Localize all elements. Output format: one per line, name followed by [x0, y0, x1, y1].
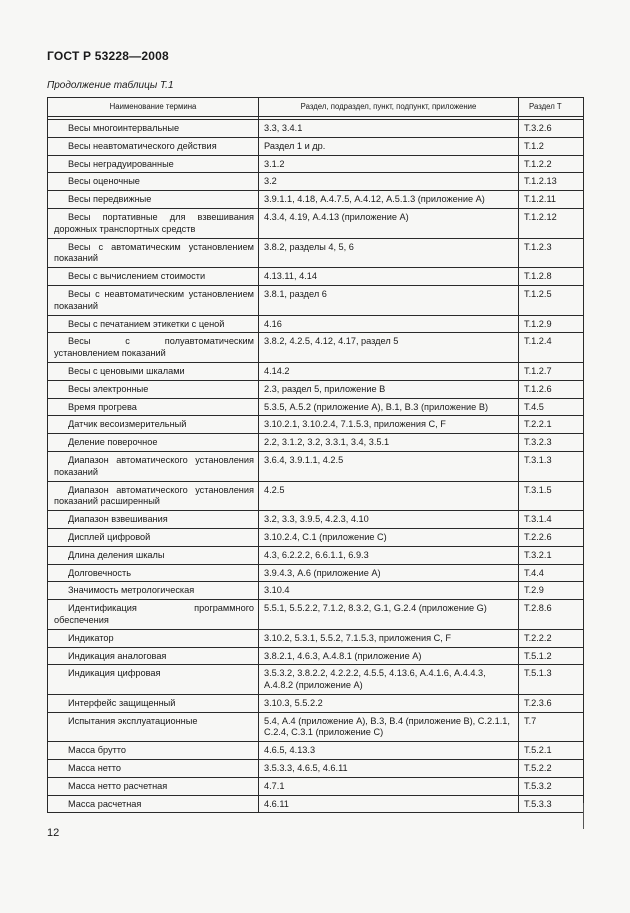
term-cell [48, 191, 259, 209]
term-text: Весы с полуавтоматическим установлением показаний [54, 336, 254, 359]
term-cell [48, 398, 259, 416]
section-cell: 5.5.1, 5.5.2.2, 7.1.2, 8.3.2, G.1, G.2.4 (приложение G) [259, 600, 519, 630]
ref-cell: Т.1.2.6 [519, 380, 584, 398]
ref-cell: Т.4.5 [519, 398, 584, 416]
section-cell: 3.10.2.4, С.1 (приложение С) [259, 528, 519, 546]
table-row [48, 564, 584, 582]
section-cell: 3.2, 3.3, 3.9.5, 4.2.3, 4.10 [259, 511, 519, 529]
term-text: Значимость метрологическая [68, 585, 195, 596]
term-cell [48, 362, 259, 380]
table-header-row [48, 98, 584, 117]
table-row [48, 451, 584, 481]
table-row [48, 155, 584, 173]
section-cell: 3.8.1, раздел 6 [259, 285, 519, 315]
ref-cell: Т.2.2.2 [519, 629, 584, 647]
term-cell [48, 795, 259, 813]
term-text: Весы оценочные [68, 176, 140, 187]
table-row [48, 416, 584, 434]
table-caption: Продолжение таблицы Т.1 [47, 80, 174, 91]
term-text: Весы электронные [68, 383, 149, 394]
term-text: Весы многоинтервальные [68, 123, 180, 133]
section-cell: 3.5.3.3, 4.6.5, 4.6.11 [259, 760, 519, 778]
ref-cell: Т.3.2.1 [519, 546, 584, 564]
section-cell: 4.3.4, 4.19, А.4.13 (приложение А) [259, 208, 519, 238]
ref-cell: Т.2.2.6 [519, 528, 584, 546]
term-cell [48, 760, 259, 778]
table-row [48, 285, 584, 315]
section-cell: 3.6.4, 3.9.1.1, 4.2.5 [259, 451, 519, 481]
ref-cell: Т.3.2.6 [519, 120, 584, 138]
ref-cell: Т.5.2.2 [519, 760, 584, 778]
section-cell: 4.14.2 [259, 362, 519, 380]
ref-cell: Т.3.1.5 [519, 481, 584, 511]
section-cell: 3.10.3, 5.5.2.2 [259, 694, 519, 712]
ref-cell: Т.5.2.1 [519, 742, 584, 760]
term-cell [48, 629, 259, 647]
term-cell [48, 777, 259, 795]
ref-cell: Т.7 [519, 712, 584, 742]
table-row [48, 398, 584, 416]
margin-rule [583, 803, 584, 829]
term-cell [48, 434, 259, 452]
ref-cell: Т.3.1.4 [519, 511, 584, 529]
section-cell: 5.3.5, А.5.2 (приложение А), В.1, В.3 (приложение В) [259, 398, 519, 416]
column-header-section: Раздел, подраздел, пункт, подпункт, приложение [259, 98, 519, 117]
term-text: Индикация аналоговая [68, 650, 167, 661]
ref-cell: Т.3.2.3 [519, 434, 584, 452]
term-text: Долговечность [68, 567, 131, 578]
column-header-ref: Раздел Т [519, 98, 584, 117]
term-text: Весы неградуированные [68, 158, 174, 169]
term-text: Весы передвижные [68, 194, 152, 205]
section-cell: 4.3, 6.2.2.2, 6.6.1.1, 6.9.3 [259, 546, 519, 564]
term-text: Индикация цифровая [68, 668, 161, 679]
ref-cell: Т.5.1.2 [519, 647, 584, 665]
section-cell: 3.8.2.1, 4.6.3, А.4.8.1 (приложение А) [259, 647, 519, 665]
ref-cell: Т.1.2.5 [519, 285, 584, 315]
ref-cell: Т.5.1.3 [519, 665, 584, 695]
section-cell: 4.6.5, 4.13.3 [259, 742, 519, 760]
ref-cell: Т.1.2.13 [519, 173, 584, 191]
term-text: Идентификация программного обеспечения [54, 603, 254, 625]
document-header: ГОСТ Р 53228—2008 [47, 49, 169, 63]
column-header-term: Наименование термина [48, 98, 259, 117]
term-cell [48, 600, 259, 630]
term-cell [48, 712, 259, 742]
table-row [48, 268, 584, 286]
ref-cell: Т.1.2.4 [519, 333, 584, 363]
term-cell [48, 511, 259, 529]
table-row [48, 528, 584, 546]
table-row [48, 742, 584, 760]
term-cell [48, 120, 259, 138]
term-cell [48, 380, 259, 398]
ref-cell: Т.4.4 [519, 564, 584, 582]
table-row [48, 712, 584, 742]
term-cell [48, 451, 259, 481]
ref-cell: Т.2.3.6 [519, 694, 584, 712]
section-cell: 3.9.4.3, А.6 (приложение А) [259, 564, 519, 582]
term-cell [48, 155, 259, 173]
section-cell: 3.3, 3.4.1 [259, 120, 519, 138]
table-row [48, 546, 584, 564]
term-cell [48, 742, 259, 760]
ref-cell: Т.1.2.2 [519, 155, 584, 173]
section-cell: 3.10.4 [259, 582, 519, 600]
term-text: Весы портативные для взвешивания дорожных транспортных средств [54, 211, 254, 234]
term-cell [48, 173, 259, 191]
ref-cell: Т.1.2.3 [519, 238, 584, 268]
ref-cell: Т.1.2 [519, 137, 584, 155]
section-cell: 3.9.1.1, 4.18, А.4.7.5, А.4.12, А.5.1.3 (приложение А) [259, 191, 519, 209]
section-cell: 4.6.11 [259, 795, 519, 813]
term-cell [48, 333, 259, 363]
term-cell [48, 665, 259, 695]
term-cell [48, 694, 259, 712]
ref-cell: Т.5.3.3 [519, 795, 584, 813]
section-cell: 3.8.2, разделы 4, 5, 6 [259, 238, 519, 268]
table-row [48, 647, 584, 665]
section-cell: 3.2 [259, 173, 519, 191]
ref-cell: Т.2.9 [519, 582, 584, 600]
table-row [48, 760, 584, 778]
term-text: Диапазон взвешивания [68, 514, 168, 525]
section-cell: 5.4, А.4 (приложение А), В.3, В.4 (приложение В), С.2.1.1, С.2.4, С.3.1 (приложение С) [259, 712, 519, 742]
section-cell: 3.8.2, 4.2.5, 4.12, 4.17, раздел 5 [259, 333, 519, 363]
section-cell: 4.13.11, 4.14 [259, 268, 519, 286]
term-cell [48, 546, 259, 564]
table-row [48, 362, 584, 380]
term-text: Диапазон автоматического установления показаний [54, 454, 254, 477]
term-text: Весы с автоматическим установлением показаний [54, 241, 254, 264]
term-text: Весы неавтоматического действия [68, 140, 217, 151]
table-row [48, 600, 584, 630]
term-text: Дисплей цифровой [68, 531, 151, 542]
section-cell: 3.5.3.2, 3.8.2.2, 4.2.2.2, 4.5.5, 4.13.6, А.4.1.6, А.4.4.3, А.4.8.2 (приложение А) [259, 665, 519, 695]
ref-cell: Т.1.2.12 [519, 208, 584, 238]
ref-cell: Т.3.1.3 [519, 451, 584, 481]
table-row [48, 315, 584, 333]
terms-table [47, 97, 584, 813]
page-number: 12 [47, 827, 60, 839]
table-row [48, 120, 584, 138]
terms-table-container [47, 97, 584, 813]
table-row [48, 238, 584, 268]
ref-cell: Т.2.8.6 [519, 600, 584, 630]
term-text: Время прогрева [68, 401, 137, 412]
table-row [48, 137, 584, 155]
table-row [48, 665, 584, 695]
term-cell [48, 416, 259, 434]
section-cell: 2.2, 3.1.2, 3.2, 3.3.1, 3.4, 3.5.1 [259, 434, 519, 452]
term-text: Весы с печатанием этикетки с ценой [68, 318, 225, 329]
table-row [48, 333, 584, 363]
term-text: Диапазон автоматического установления показаний расширенный [54, 484, 254, 507]
term-cell [48, 647, 259, 665]
term-text: Индикатор [68, 632, 114, 643]
term-text: Масса брутто [68, 745, 127, 756]
table-row [48, 795, 584, 813]
table-row [48, 694, 584, 712]
table-row [48, 191, 584, 209]
section-cell: 4.7.1 [259, 777, 519, 795]
table-row [48, 380, 584, 398]
term-text: Длина деления шкалы [68, 549, 165, 560]
term-text: Испытания эксплуатационные [68, 715, 198, 726]
section-cell: Раздел 1 и др. [259, 137, 519, 155]
term-cell [48, 137, 259, 155]
table-row [48, 629, 584, 647]
table-row [48, 582, 584, 600]
section-cell: 4.16 [259, 315, 519, 333]
ref-cell: Т.1.2.8 [519, 268, 584, 286]
ref-cell: Т.1.2.9 [519, 315, 584, 333]
table-row [48, 434, 584, 452]
term-text: Весы с неавтоматическим установлением показаний [54, 288, 254, 311]
term-cell [48, 582, 259, 600]
ref-cell: Т.1.2.11 [519, 191, 584, 209]
term-cell [48, 208, 259, 238]
section-cell: 3.10.2, 5.3.1, 5.5.2, 7.1.5.3, приложения С, F [259, 629, 519, 647]
section-cell: 2.3, раздел 5, приложение В [259, 380, 519, 398]
ref-cell: Т.2.2.1 [519, 416, 584, 434]
term-text: Весы с ценовыми шкалами [68, 365, 185, 376]
term-cell [48, 481, 259, 511]
term-cell [48, 528, 259, 546]
section-cell: 3.10.2.1, 3.10.2.4, 7.1.5.3, приложения С, F [259, 416, 519, 434]
term-text: Масса расчетная [68, 798, 142, 809]
term-text: Деление поверочное [68, 437, 158, 448]
term-cell [48, 285, 259, 315]
term-cell [48, 238, 259, 268]
term-cell [48, 564, 259, 582]
term-text: Интерфейс защищенный [68, 697, 176, 708]
ref-cell: Т.1.2.7 [519, 362, 584, 380]
table-row [48, 481, 584, 511]
section-cell: 4.2.5 [259, 481, 519, 511]
table-row [48, 777, 584, 795]
term-text: Масса нетто расчетная [68, 780, 168, 791]
term-cell [48, 315, 259, 333]
section-cell: 3.1.2 [259, 155, 519, 173]
term-text: Масса нетто [68, 763, 122, 774]
term-text: Датчик весоизмерительный [68, 419, 187, 430]
table-row [48, 511, 584, 529]
term-text: Весы с вычислением стоимости [68, 271, 206, 282]
ref-cell: Т.5.3.2 [519, 777, 584, 795]
table-row [48, 173, 584, 191]
term-cell [48, 268, 259, 286]
table-row [48, 208, 584, 238]
